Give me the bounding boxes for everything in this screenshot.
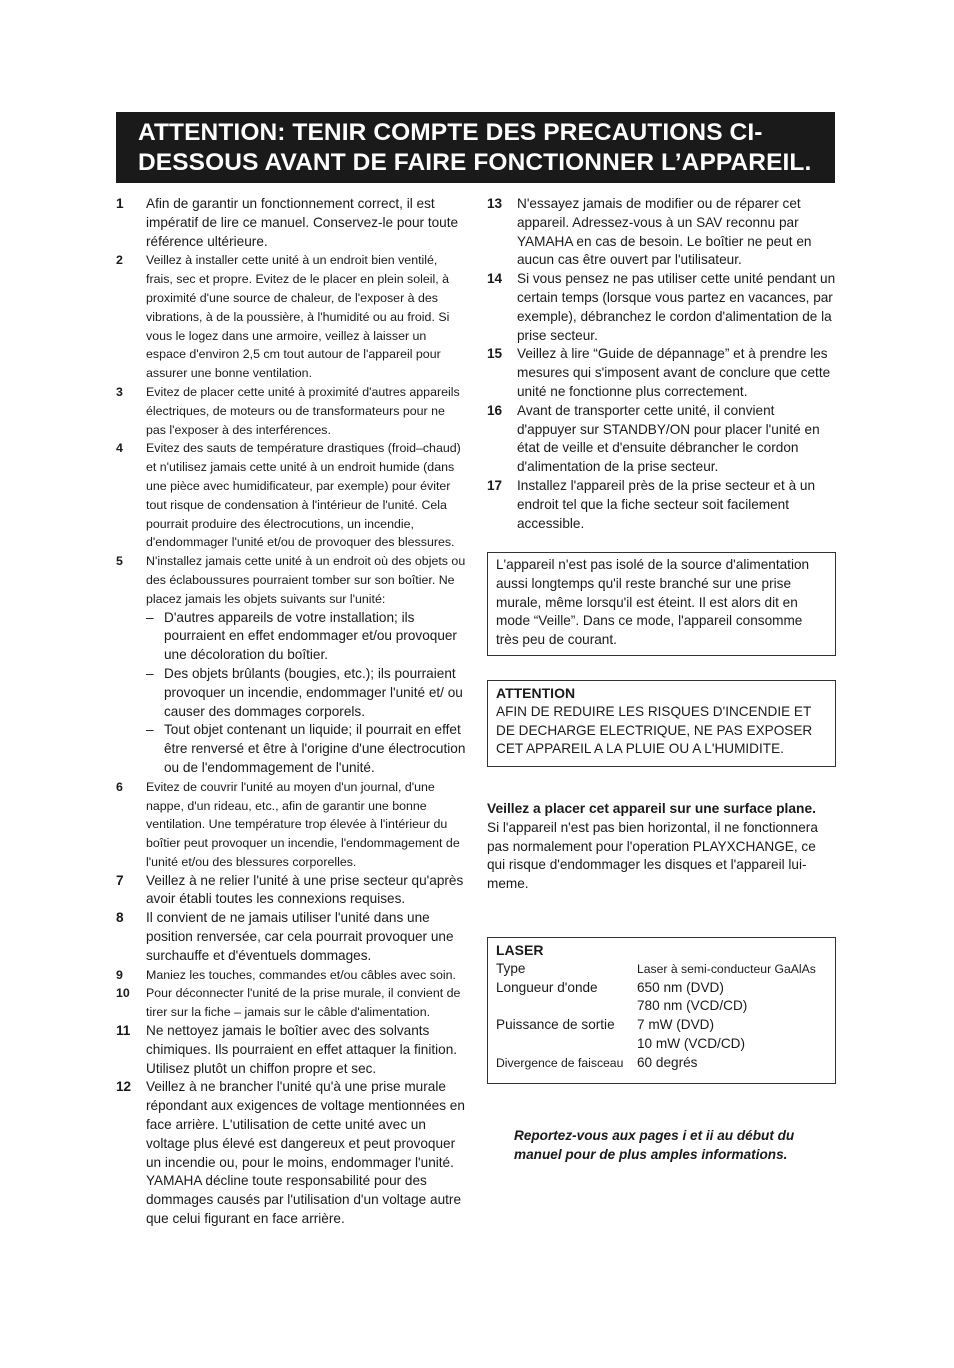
list-item-7 (116, 872, 466, 910)
list-item-6 (116, 778, 466, 872)
laser-value: 650 nm (DVD) (637, 979, 724, 995)
attention-text: AFIN DE REDUIRE LES RISQUES D'INCENDIE ET DE DECHARGE ELECTRIQUE, NE PAS EXPOSER CET APPAREIL A LA PLUIE OU A L'HUMIDITE. (496, 703, 813, 757)
list-item-12 (116, 1078, 466, 1228)
dash-mark: – (146, 665, 154, 681)
item-number: 10 (116, 986, 130, 1001)
item-text: Installez l'appareil près de la prise secteur et à un endroit tel que la fiche secteur soit facilement accessible. (517, 477, 816, 531)
item-number: 4 (116, 441, 123, 456)
laser-row-wavelength-2 (496, 997, 827, 1016)
list-item-3 (116, 383, 466, 439)
item-text: Veillez à ne brancher l'unité qu'à une prise murale répondant aux exigences de voltage mentionnées en face arrière. L'utilisation de cette unité avec un voltage plus élevé est dangereux et peut provoquer un incendie ou, pour le moins, endommager l'unité. YAMAHA décline toute responsabilité pour des dommages causés par l'utilisation d'un voltage autre que celui figurant en face arrière. (146, 1079, 465, 1227)
sub-item-5a (146, 609, 466, 665)
list-item-1 (116, 195, 466, 251)
laser-spec-box (487, 937, 836, 1084)
standby-notice-box (487, 552, 836, 656)
laser-label: Longueur d'onde (496, 979, 598, 995)
item-text: Evitez de couvrir l'unité au moyen d'un journal, d'une nappe, d'un rideau, etc., afin de garantir une bonne ventilation. Une température trop élevée à l'intérieur du boîtier peut provoquer un incendie, l'endommagement de l'unité et/ou des blessures corporelles. (146, 779, 460, 869)
laser-row-power (496, 1016, 827, 1035)
sub-item-5c (146, 721, 466, 777)
laser-row-wavelength (496, 979, 827, 998)
laser-row-type (496, 960, 827, 979)
laser-label: Type (496, 960, 526, 976)
laser-value: 10 mW (VCD/CD) (637, 1035, 745, 1051)
laser-label: Puissance de sortie (496, 1017, 615, 1033)
item-number: 8 (116, 910, 124, 926)
left-column (116, 195, 466, 1229)
item-text: Evitez des sauts de température drastiques (froid–chaud) et n'utilisez jamais cette unité à un endroit humide (dans une pièce avec humidificateur, par exemple) pour éviter tout risque de condensation à l'intérieur de l'unité. Cela pourrait produire des électrocutions, un incendie, d'endommager l'unité et/ou de provoquer des blessures. (146, 441, 461, 550)
laser-row-divergence (496, 1054, 827, 1073)
list-item-10 (116, 984, 466, 1022)
surface-section (487, 800, 837, 894)
sub-item-5b (146, 665, 466, 721)
banner-line-2: DESSOUS AVANT DE FAIRE FONCTIONNER L’APPAREIL. (138, 149, 812, 176)
list-item-16 (487, 402, 837, 477)
laser-value: 780 nm (VCD/CD) (637, 998, 748, 1014)
list-item-8 (116, 909, 466, 965)
dash-mark: – (146, 722, 154, 738)
item-text: Ne nettoyez jamais le boîtier avec des solvants chimiques. Ils pourraient en effet attaquer la finition. Utilisez plutôt un chiffon propre et sec. (146, 1023, 458, 1076)
item-text: Pour déconnecter l'unité de la prise murale, il convient de tirer sur la fiche – jamais sur le câble d'alimentation. (146, 986, 461, 1020)
item-text: Si vous pensez ne pas utiliser cette unité pendant un certain temps (lorsque vous partez en vacances, par exemple), débranchez le cordon d'alimentation de la prise secteur. (517, 271, 836, 343)
laser-label-empty (496, 1035, 637, 1054)
item-text: Veillez à ne relier l'unité à une prise secteur qu'après avoir établi toutes les connexions requises. (146, 872, 464, 907)
list-item-5 (116, 552, 466, 608)
sub-item-text: Tout objet contenant un liquide; il pourrait en effet être renversé et être à l'origine d'une électrocution ou de l'endommagement de l'unité. (164, 722, 466, 775)
list-item-9 (116, 966, 466, 985)
surface-heading: Veillez a placer cet appareil sur une surface plane. (487, 801, 816, 816)
footnote: Reportez-vous aux pages i et ii au début du manuel pour de plus amples informations. (514, 1128, 795, 1162)
item-text: Evitez de placer cette unité à proximité d'autres appareils électriques, de moteurs ou de transformateurs pour ne pas l'exposer à des interférences. (146, 384, 460, 437)
item-number: 17 (487, 477, 503, 493)
item-number: 15 (487, 346, 503, 362)
item-number: 14 (487, 271, 503, 287)
item-text: Veillez à installer cette unité à un endroit bien ventilé, frais, sec et propre. Evitez de le placer en plein soleil, à proximité d'une source de chaleur, de l'exposer à des vibrations, à de la poussière, à l'humidité ou au froid. Si vous le logez dans une armoire, veillez à laisser un espace d'environ 2,5 cm tout autour de l'appareil pour assurer une bonne ventilation. (146, 253, 450, 381)
item-text: N'installez jamais cette unité à un endroit où des objets ou des éclaboussures pourraient tomber sur son boîtier. Ne placez jamais les objets suivants sur l'unité: (146, 554, 466, 606)
attention-title: ATTENTION (496, 685, 576, 701)
laser-label: Divergence de faisceau (496, 1055, 624, 1070)
list-item-2 (116, 251, 466, 383)
laser-value: 60 degrés (637, 1054, 698, 1070)
list-item-13 (487, 195, 837, 270)
list-item-15 (487, 345, 837, 401)
laser-value: 7 mW (DVD) (637, 1017, 715, 1033)
item-number: 12 (116, 1079, 132, 1095)
item-text: Avant de transporter cette unité, il convient d'appuyer sur STANDBY/ON pour placer l'unité en état de veille et d'ensuite débrancher le cordon d'alimentation de la prise secteur. (517, 402, 820, 475)
list-item-4 (116, 439, 466, 552)
item-number: 3 (116, 384, 123, 399)
item-number: 11 (116, 1023, 131, 1039)
item-number: 9 (116, 967, 123, 982)
page-title-banner (116, 112, 835, 183)
item-number: 13 (487, 196, 503, 211)
item-number: 6 (116, 779, 123, 794)
dash-mark: – (146, 609, 154, 625)
item-text: Veillez à lire “Guide de dépannage” et à prendre les mesures qui s'imposent avant de conclure que cette unité ne fonctionne plus correctement. (517, 346, 831, 399)
item-text: Maniez les touches, commandes et/ou câbles avec soin. (146, 967, 456, 982)
list-item-11 (116, 1022, 466, 1078)
attention-box (487, 680, 836, 767)
sub-item-text: D'autres appareils de votre installation; ils pourraient en effet endommager et/ou provoquer une décoloration du boîtier. (164, 609, 457, 663)
laser-title: LASER (496, 942, 544, 958)
item-text: N'essayez jamais de modifier ou de réparer cet appareil. Adressez-vous à un SAV reconnu par YAMAHA en cas de besoin. Le boîtier ne peut en aucun cas être ouvert par l'utilisateur. (517, 196, 812, 268)
item-number: 7 (116, 872, 124, 888)
list-item-17 (487, 477, 837, 533)
surface-text: Si l'appareil n'est pas bien horizontal, il ne fonctionnera pas normalement pour l'operation PLAYXCHANGE, ce qui risque d'endommager les disques et l'appareil lui-meme. (487, 819, 818, 892)
banner-line-1: ATTENTION: TENIR COMPTE DES PRECAUTIONS CI- (138, 119, 763, 146)
item-number: 16 (487, 402, 503, 418)
right-column (487, 195, 837, 533)
item-number: 5 (116, 554, 123, 569)
list-item-14 (487, 270, 837, 345)
item-text: Il convient de ne jamais utiliser l'unité dans une position renversée, car cela pourrait provoquer une surchauffe et d'éventuels dommages. (146, 910, 454, 963)
laser-row-power-2 (496, 1035, 827, 1054)
standby-notice-text: L'appareil n'est pas isolé de la source d'alimentation aussi longtemps qu'il reste branché sur une prise murale, même lorsqu'il est éteint. Il est alors dit en mode “Veille”. Dans ce mode, l'appareil consomme très peu de courant. (496, 557, 810, 648)
sub-item-text: Des objets brûlants (bougies, etc.); ils pourraient provoquer un incendie, endommager l'unité et/ ou causer des dommages corporels. (164, 665, 463, 719)
item-number: 2 (116, 253, 123, 268)
item-text: Afin de garantir un fonctionnement correct, il est impératif de lire ce manuel. Conservez-le pour toute référence ultérieure. (146, 196, 459, 249)
item-number: 1 (116, 196, 124, 211)
laser-value: Laser à semi-conducteur GaAlAs (637, 961, 816, 976)
laser-label-empty (496, 997, 637, 1016)
